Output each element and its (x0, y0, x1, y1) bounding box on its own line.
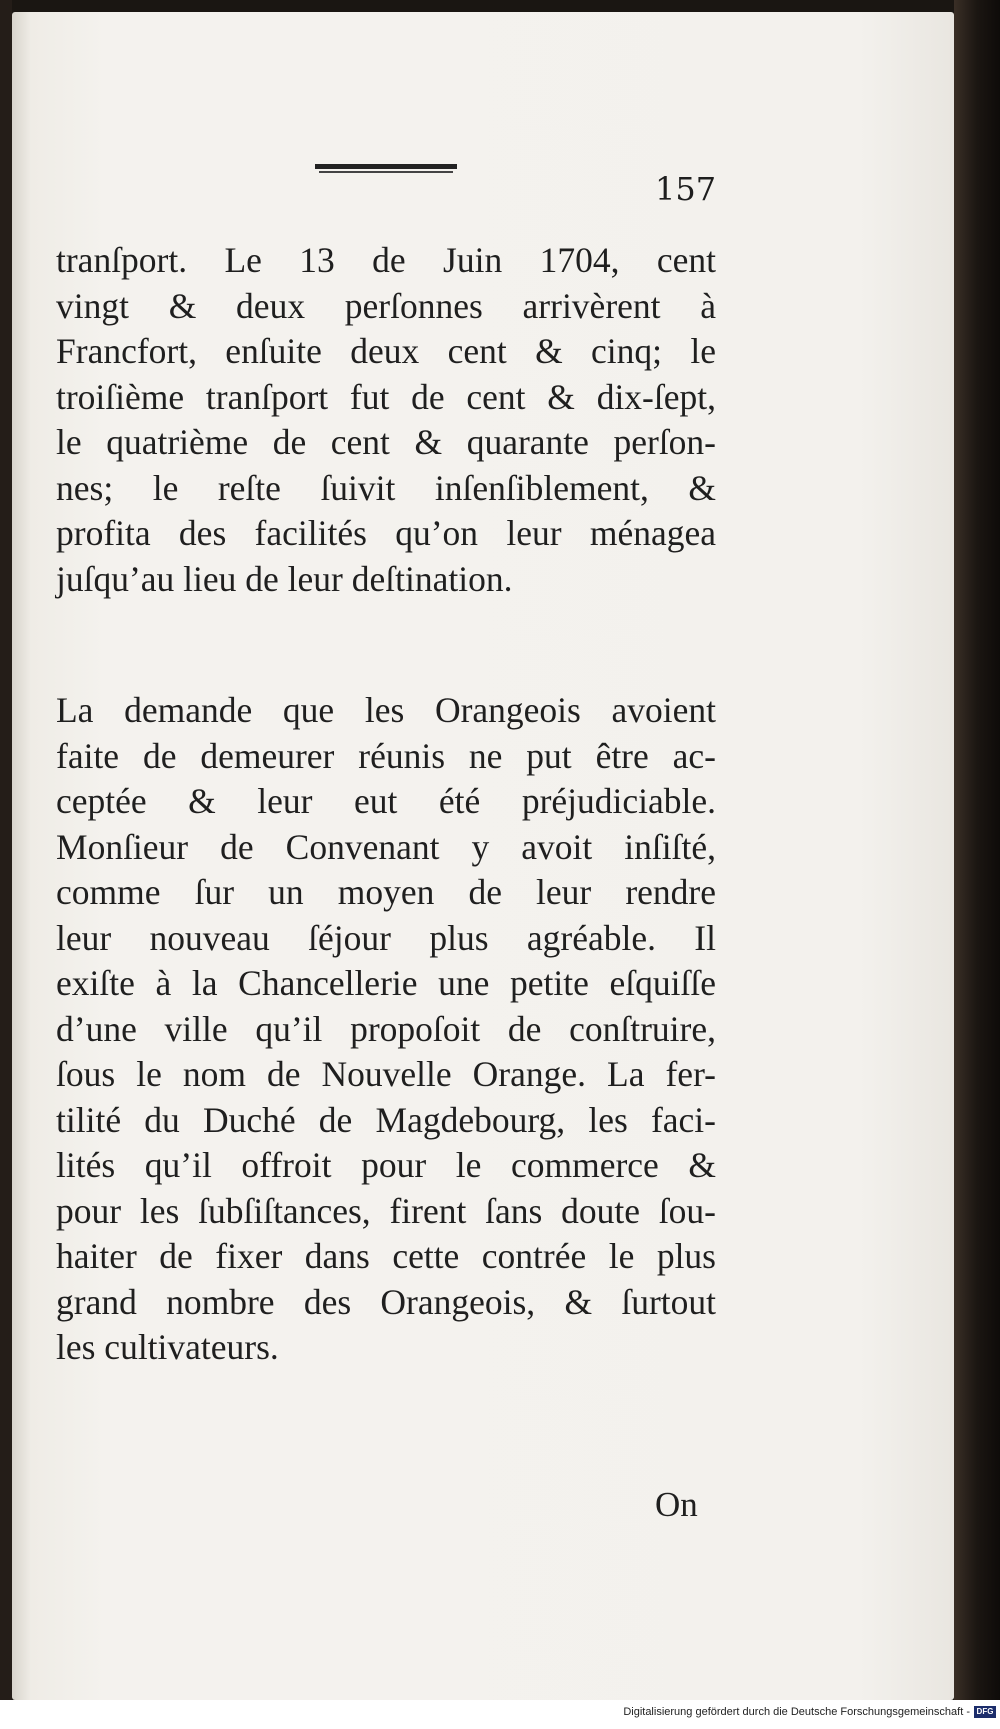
text-line: Monſieur de Convenant y avoit inſiſté, (56, 826, 716, 867)
header-rule-thick (315, 164, 457, 169)
text-line: vingt & deux perſonnes arrivèrent à (56, 285, 716, 326)
text-line: nes; le reſte ſuivit inſenſiblement, & (56, 467, 716, 508)
text-line: tilité du Duché de Magdebourg, les faci- (56, 1099, 716, 1140)
text-line: d’une ville qu’il propoſoit de conſtruire, (56, 1008, 716, 1049)
text-line: grand nombre des Orangeois, & ſurtout (56, 1281, 716, 1322)
text-line: profita des facilités qu’on leur ménagea (56, 513, 716, 553)
text-line: leur nouveau ſéjour plus agréable. Il (56, 917, 716, 958)
catchword: On (655, 1485, 698, 1524)
text-line: juſqu’au lieu de leur deſtination. (56, 558, 513, 599)
text-line: pour les ſubſiſtances, firent ſans doute ſou- (56, 1190, 716, 1231)
book-spine-edge (954, 0, 1000, 1700)
page-number: 157 (655, 170, 717, 208)
text-line: haiter de fixer dans cette contrée le plus (56, 1236, 716, 1276)
dfg-logo: DFG (974, 1706, 996, 1718)
text-line: le quatrième de cent & quarante perſon- (56, 422, 716, 462)
text-line: troiſième tranſport fut de cent & dix-ſept, (56, 376, 716, 417)
text-line: tranſport. Le 13 de Juin 1704, cent (56, 240, 716, 280)
text-line: La demande que les Orangeois avoient (56, 690, 716, 730)
text-line: ceptée & leur eut été préjudiciable. (56, 781, 716, 821)
text-line: faite de demeurer réunis ne put être ac- (56, 735, 716, 776)
text-line: comme ſur un moyen de leur rendre (56, 872, 716, 912)
header-rule (315, 164, 457, 174)
text-line: exiſte à la Chancellerie une petite eſquiſſe (56, 963, 716, 1003)
book-left-edge (0, 0, 12, 1700)
header-rule-thin (319, 171, 453, 173)
text-line: les cultivateurs. (56, 1327, 279, 1367)
text-line: ſous le nom de Nouvelle Orange. La fer- (56, 1054, 716, 1094)
digitization-credit: Digitalisierung gefördert durch die Deutsche Forschungsgemeinschaft - (623, 1706, 970, 1718)
text-line: lités qu’il offroit pour le commerce & (56, 1145, 716, 1185)
text-line: Francfort, enſuite deux cent & cinq; le (56, 331, 716, 371)
